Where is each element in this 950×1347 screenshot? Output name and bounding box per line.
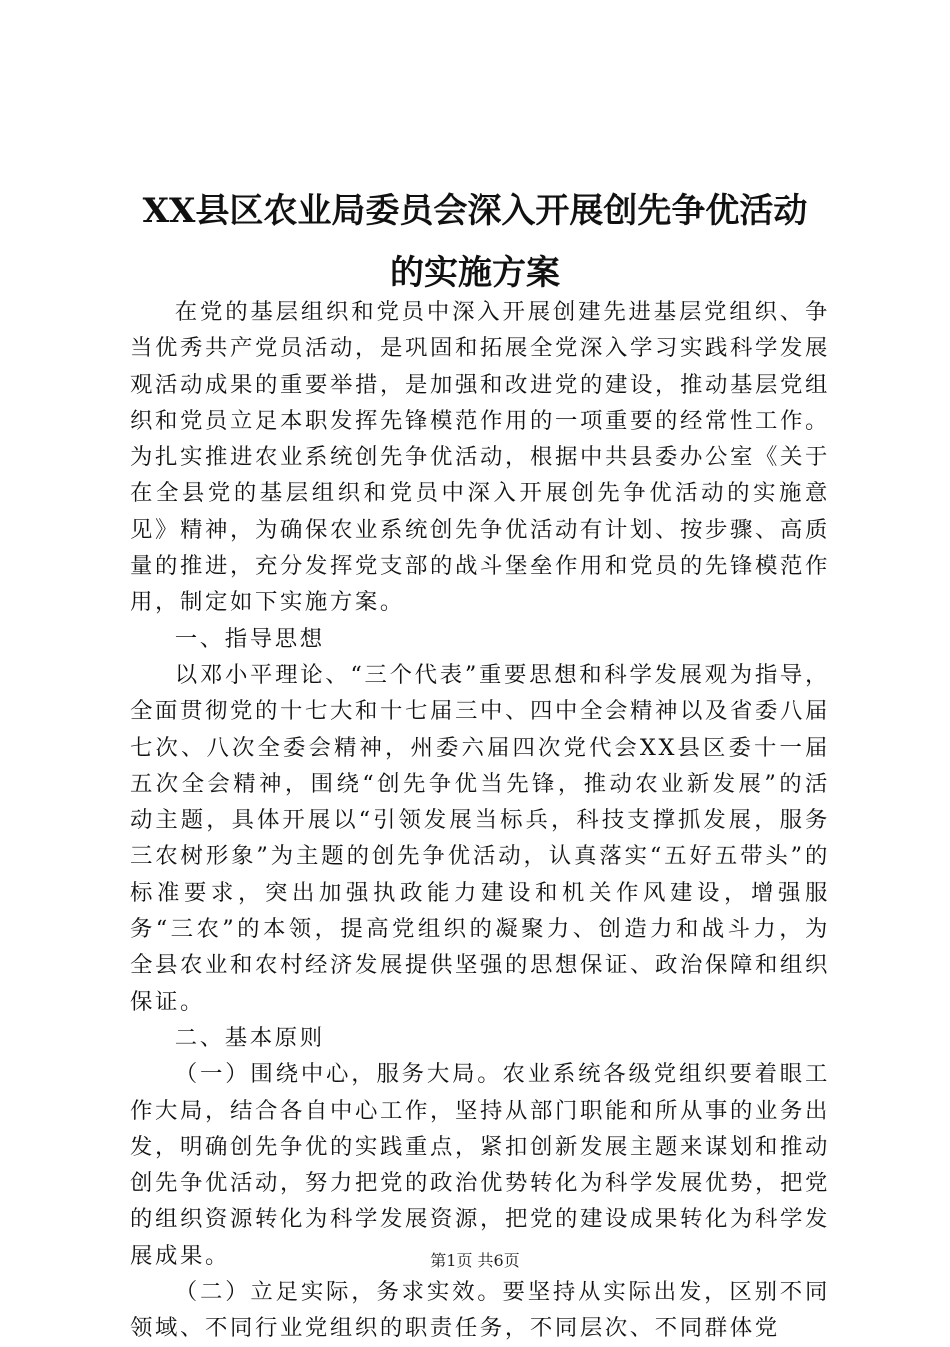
document-body: [130, 294, 830, 1347]
paragraph-principle-1: （一）围绕中心，服务大局。农业系统各级党组织要着眼工作大局，结合各自中心工作，坚持从部门职能和所从事的业务出发，明确创先争优的实践重点，紧扣创新发展主题来谋划和推动创先争优活动，努力把党的政治优势转化为科学发展优势，把党的组织资源转化为科学发展资源，把党的建设成果转化为科学发展成果。: [130, 1061, 830, 1269]
document-title-line1: XX县区农业局委员会深入开展创先争优活动: [142, 191, 808, 231]
paragraph-principle-2: （二）立足实际，务求实效。要坚持从实际出发，区别不同领域、不同行业党组织的职责任务，不同层次、不同群体党: [130, 1279, 830, 1342]
section-heading-guiding-ideology: 一、指导思想: [174, 625, 325, 652]
page-footer: 第1页 共6页: [430, 1251, 520, 1270]
section-heading-basic-principles: 二、基本原则: [174, 1024, 325, 1051]
paragraph-intro: 在党的基层组织和党员中深入开展创建先进基层党组织、争当优秀共产党员活动，是巩固和拓展全党深入学习实践科学发展观活动成果的重要举措，是加强和改进党的建设，推动基层党组织和党员立足本职发挥先锋模范作用的一项重要的经常性工作。为扎实推进农业系统创先争优活动，根据中共县委办公室《关于在全县党的基层组织和党员中深入开展创先争优活动的实施意见》精神，为确保农业系统创先争优活动有计划、按步骤、高质量的推进，充分发挥党支部的战斗堡垒作用和党员的先锋模范作用，制定如下实施方案。: [130, 299, 830, 616]
paragraph-guiding-ideology: 以邓小平理论、“三个代表”重要思想和科学发展观为指导，全面贯彻党的十七大和十七届三中、四中全会精神以及省委八届七次、八次全委会精神，州委六届四次党代会XX县区委十一届五次全会精神，围绕“创先争优当先锋，推动农业新发展”的活动主题，具体开展以“引领发展当标兵，科技支撑抓发展，服务三农树形象”为主题的创先争优活动，认真落实“五好五带头”的标准要求，突出加强执政能力建设和机关作风建设，增强服务“三农”的本领，提高党组织的凝聚力、创造力和战斗力，为全县农业和农村经济发展提供坚强的思想保证、政治保障和组织保证。: [130, 661, 830, 1015]
document-title-line2: 的实施方案: [390, 253, 560, 293]
